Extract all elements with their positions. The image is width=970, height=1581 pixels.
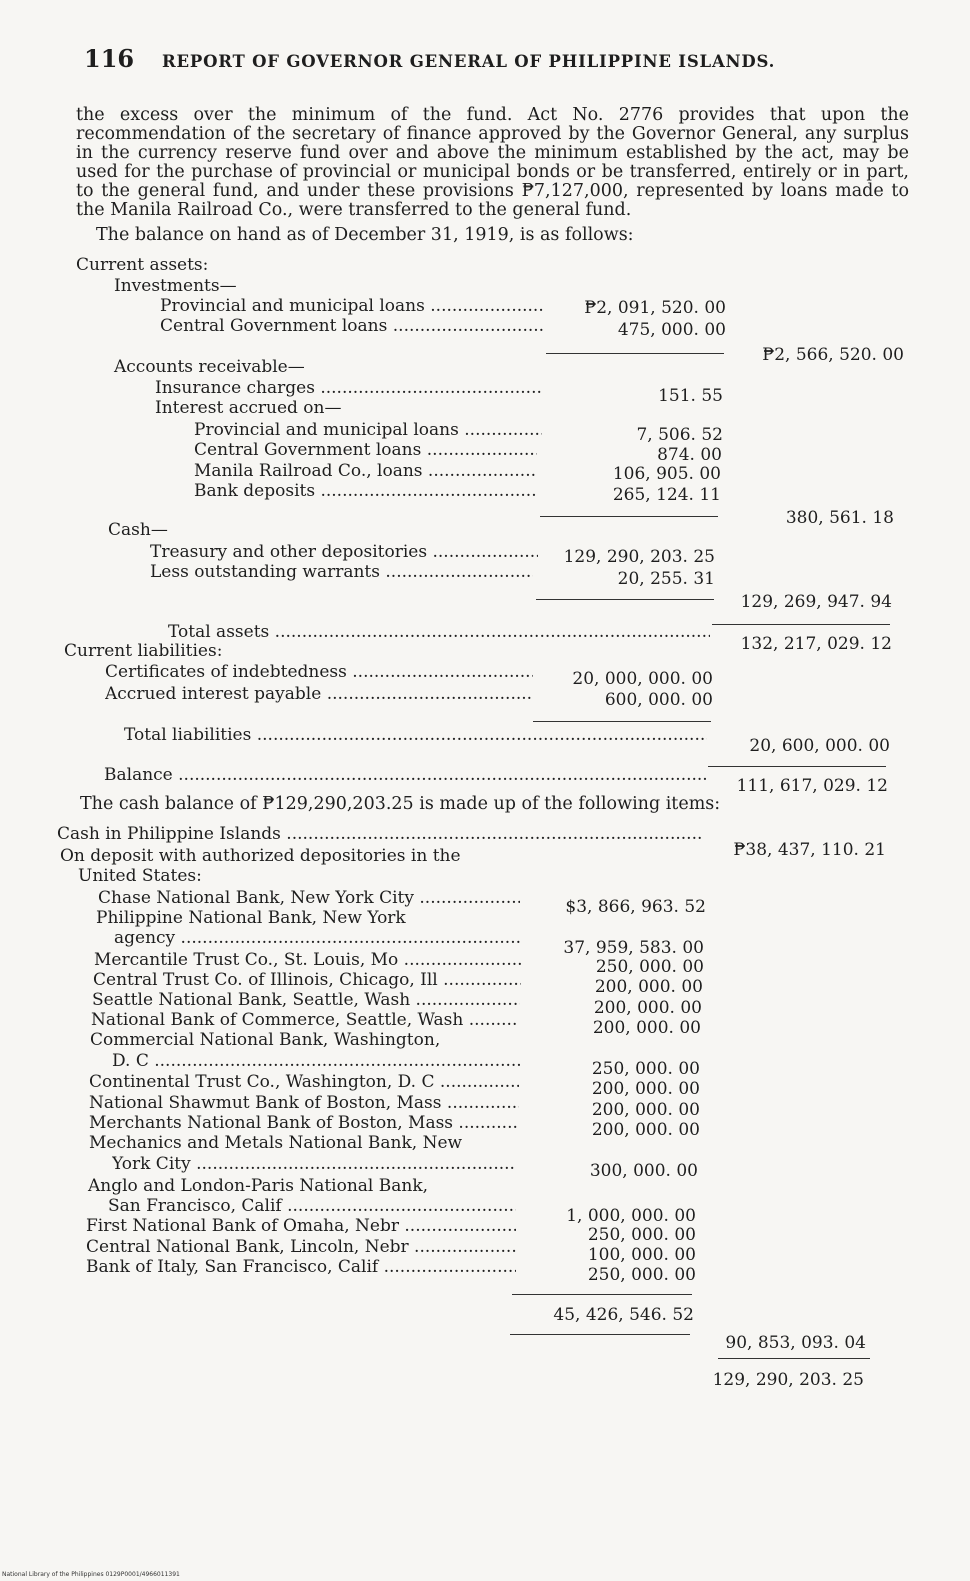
row-amount: 106, 905. 00 bbox=[612, 464, 721, 484]
running-title: REPORT OF GOVERNOR GENERAL OF PHILIPPINE ISLANDS. bbox=[162, 52, 776, 71]
row-label: Central National Bank, Lincoln, Nebr ..... bbox=[86, 1237, 516, 1257]
subtotal-rule bbox=[536, 599, 714, 600]
total-rule bbox=[718, 1358, 870, 1359]
row-amount: 874. 00 bbox=[657, 445, 722, 465]
row-amount: ₱2, 091, 520. 00 bbox=[584, 298, 726, 318]
row-amount: 475, 000. 00 bbox=[617, 320, 726, 340]
row-label: Insurance charges ..... bbox=[155, 378, 543, 398]
row-amount: 250, 000. 00 bbox=[587, 1265, 696, 1285]
row-label: Continental Trust Co., Washington, D. C ..... bbox=[89, 1072, 519, 1092]
row-label: Treasury and other depositories ..... bbox=[150, 542, 538, 562]
us-deposits-subtotal: 45, 426, 546. 52 bbox=[553, 1305, 694, 1325]
scan-footer: National Library of the Philippines 0129P0001/4966011391 bbox=[2, 1571, 180, 1578]
subtotal-rule bbox=[510, 1334, 690, 1335]
total-rule bbox=[712, 624, 890, 625]
row-label: York City ..... bbox=[112, 1154, 516, 1174]
row-label: National Bank of Commerce, Seattle, Wash ..... bbox=[91, 1010, 519, 1030]
row-label: Certificates of indebtedness ..... bbox=[105, 662, 533, 682]
row-label: Central Trust Co. of Illinois, Chicago, Ill ..... bbox=[93, 970, 521, 990]
row-label: Balance ..... bbox=[104, 765, 706, 785]
current-assets-heading: Current assets: bbox=[76, 255, 209, 275]
row-label: Bank of Italy, San Francisco, Calif ..... bbox=[86, 1257, 516, 1277]
row-label: Central Government loans ..... bbox=[160, 316, 545, 336]
row-label: Merchants National Bank of Boston, Mass ..... bbox=[89, 1113, 519, 1133]
investments-total: ₱2, 566, 520. 00 bbox=[762, 345, 904, 365]
intro-paragraph: the excess over the minimum of the fund. Act No. 2776 provides that upon the recommendation of the secretary of finance approved by the Governor General, any surplus in the currency reserve fund over and above the minimum established by the act, may be used for the purchase of provincial or municipal bonds or be transferred, entirely or in part, to the general fund, and under these provisions ₱7,127,000, represented by loans made to the Manila Railroad Co., were transferred to the general fund. bbox=[76, 105, 909, 220]
accounts-receivable-heading: Accounts receivable— bbox=[114, 357, 305, 377]
row-label: Mercantile Trust Co., St. Louis, Mo ..... bbox=[94, 950, 522, 970]
subtotal-rule bbox=[546, 353, 724, 354]
row-label: Seattle National Bank, Seattle, Wash ..... bbox=[92, 990, 520, 1010]
total-assets-amount: 132, 217, 029. 12 bbox=[740, 634, 892, 654]
row-amount: 200, 000. 00 bbox=[594, 977, 703, 997]
row-label: D. C ..... bbox=[112, 1051, 520, 1071]
row-amount: 200, 000. 00 bbox=[593, 998, 702, 1018]
balance-amount: 111, 617, 029. 12 bbox=[736, 776, 888, 796]
row-amount: 37, 959, 583. 00 bbox=[563, 938, 704, 958]
row-label: Less outstanding warrants ..... bbox=[150, 562, 533, 582]
deposit-line: Commercial National Bank, Washington, bbox=[90, 1030, 441, 1050]
row-amount: 20, 255. 31 bbox=[617, 569, 715, 589]
subtotal-rule bbox=[533, 721, 711, 722]
row-amount: 200, 000. 00 bbox=[591, 1079, 700, 1099]
row-amount: 100, 000. 00 bbox=[587, 1245, 696, 1265]
row-amount: 200, 000. 00 bbox=[591, 1120, 700, 1140]
interest-accrued-heading: Interest accrued on— bbox=[155, 398, 342, 418]
on-deposit-line-2: United States: bbox=[78, 866, 202, 886]
row-amount: 250, 000. 00 bbox=[595, 957, 704, 977]
on-deposit-line-1: On deposit with authorized depositories in the bbox=[60, 846, 461, 866]
row-amount: 129, 290, 203. 25 bbox=[563, 547, 715, 567]
row-amount: 250, 000. 00 bbox=[587, 1225, 696, 1245]
cash-heading: Cash— bbox=[108, 520, 168, 540]
row-label: Manila Railroad Co., loans ..... bbox=[194, 461, 537, 481]
subtotal-rule bbox=[540, 516, 718, 517]
row-amount: 200, 000. 00 bbox=[592, 1018, 701, 1038]
row-label: Provincial and municipal loans ..... bbox=[160, 296, 545, 316]
row-amount: 1, 000, 000. 00 bbox=[566, 1206, 696, 1226]
row-amount: 20, 000, 000. 00 bbox=[572, 669, 713, 689]
row-amount: $3, 866, 963. 52 bbox=[565, 897, 706, 917]
row-amount: 250, 000. 00 bbox=[591, 1059, 700, 1079]
deposit-line: Philippine National Bank, New York bbox=[96, 908, 406, 928]
total-liabilities-amount: 20, 600, 000. 00 bbox=[749, 736, 890, 756]
row-label: agency ..... bbox=[114, 928, 522, 948]
cash-grand-total: 129, 290, 203. 25 bbox=[712, 1370, 864, 1390]
row-label: Total liabilities ..... bbox=[124, 725, 707, 745]
page-header bbox=[84, 44, 904, 80]
page-number: 116 bbox=[84, 44, 135, 73]
row-amount: 151. 55 bbox=[658, 386, 723, 406]
row-label: Total assets ..... bbox=[168, 622, 710, 642]
row-label: Chase National Bank, New York City ..... bbox=[98, 888, 520, 908]
row-label: Accrued interest payable ..... bbox=[105, 684, 533, 704]
row-amount: 7, 506. 52 bbox=[636, 425, 723, 445]
row-amount: 600, 000. 00 bbox=[604, 690, 713, 710]
current-liabilities-heading: Current liabilities: bbox=[64, 641, 223, 661]
investments-heading: Investments— bbox=[114, 276, 237, 296]
row-amount: 200, 000. 00 bbox=[591, 1100, 700, 1120]
cash-in-pi-amount: ₱38, 437, 110. 21 bbox=[733, 840, 886, 860]
cash-total: 129, 269, 947. 94 bbox=[740, 592, 892, 612]
us-deposits-total-pesos: 90, 853, 093. 04 bbox=[725, 1333, 866, 1353]
deposit-line: Mechanics and Metals National Bank, New bbox=[89, 1133, 463, 1153]
row-amount: 265, 124. 11 bbox=[612, 485, 721, 505]
cash-balance-intro: The cash balance of ₱129,290,203.25 is made up of the following items: bbox=[80, 794, 721, 814]
row-label: Bank deposits ..... bbox=[194, 481, 537, 501]
total-rule bbox=[708, 766, 886, 767]
row-label: Central Government loans ..... bbox=[194, 440, 537, 460]
row-label: San Francisco, Calif ..... bbox=[108, 1196, 516, 1216]
subtotal-rule bbox=[512, 1294, 692, 1295]
receivable-total: 380, 561. 18 bbox=[785, 508, 894, 528]
row-label: Provincial and municipal loans ..... bbox=[194, 420, 542, 440]
row-label: First National Bank of Omaha, Nebr ..... bbox=[86, 1216, 516, 1236]
row-amount: 300, 000. 00 bbox=[589, 1161, 698, 1181]
balance-intro: The balance on hand as of December 31, 1919, is as follows: bbox=[96, 225, 634, 245]
row-label: National Shawmut Bank of Boston, Mass ..... bbox=[89, 1093, 519, 1113]
deposit-line: Anglo and London-Paris National Bank, bbox=[88, 1176, 429, 1196]
row-label: Cash in Philippine Islands ..... bbox=[57, 824, 702, 844]
